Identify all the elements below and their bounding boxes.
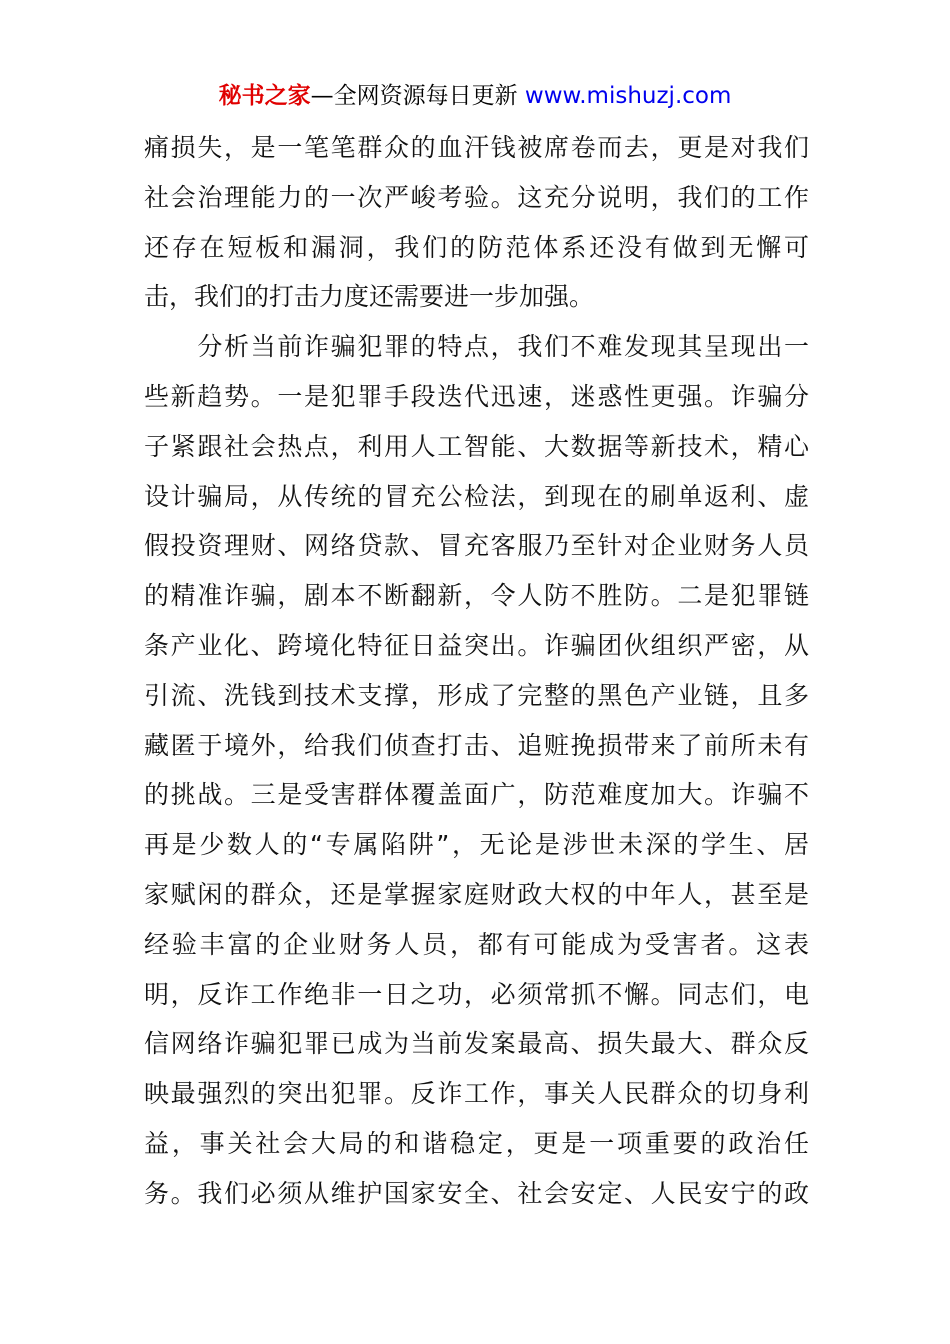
text-line: 映最强烈的突出犯罪。反诈工作，事关人民群众的切身利: [144, 1079, 809, 1109]
text-line: 藏匿于境外，给我们侦查打击、追赃挽损带来了前所未有: [144, 730, 809, 760]
document-body: [144, 123, 809, 1219]
text-line: 益，事关社会大局的和谐稳定，更是一项重要的政治任: [144, 1128, 809, 1158]
text-line: 信网络诈骗犯罪已成为当前发案最高、损失最大、群众反: [144, 1029, 809, 1059]
text-line: 家赋闲的群众，还是掌握家庭财政大权的中年人，甚至是: [144, 879, 809, 909]
page-header: [0, 80, 950, 112]
text-line: 假投资理财、网络贷款、冒充客服乃至针对企业财务人员: [144, 531, 809, 561]
site-url: www.mishuzj.com: [524, 83, 732, 109]
text-line: 的挑战。三是受害群体覆盖面广，防范难度加大。诈骗不: [144, 780, 809, 810]
text-line: 再是少数人的“专属陷阱”，无论是涉世未深的学生、居: [144, 830, 809, 860]
text-line: 设计骗局，从传统的冒充公检法，到现在的刷单返利、虚: [144, 481, 809, 511]
brand-name: 秘书之家: [218, 83, 311, 109]
text-line: 务。我们必须从维护国家安全、社会安定、人民安宁的政: [144, 1178, 809, 1208]
text-line: 痛损失，是一笔笔群众的血汗钱被席卷而去，更是对我们: [144, 133, 809, 162]
text-line: 明，反诈工作绝非一日之功，必须常抓不懈。同志们，电: [144, 979, 809, 1009]
text-line: 引流、洗钱到技术支撑，形成了完整的黑色产业链，且多: [144, 680, 809, 710]
text-line: 击，我们的打击力度还需要进一步加强。: [144, 282, 595, 312]
text-line: 些新趋势。一是犯罪手段迭代迅速，迷惑性更强。诈骗分: [144, 381, 809, 411]
text-line: 经验丰富的企业财务人员，都有可能成为受害者。这表: [144, 929, 809, 959]
text-line: 分析当前诈骗犯罪的特点，我们不难发现其呈现出一: [144, 332, 809, 362]
text-line: 还存在短板和漏洞，我们的防范体系还没有做到无懈可: [144, 232, 809, 262]
text-line: 条产业化、跨境化特征日益突出。诈骗团伙组织严密，从: [144, 630, 809, 660]
header-slogan: —全网资源每日更新: [310, 83, 518, 109]
text-line: 子紧跟社会热点，利用人工智能、大数据等新技术，精心: [144, 431, 809, 461]
text-line: 的精准诈骗，剧本不断翻新，令人防不胜防。二是犯罪链: [144, 581, 809, 611]
text-line: 社会治理能力的一次严峻考验。这充分说明，我们的工作: [144, 182, 809, 212]
